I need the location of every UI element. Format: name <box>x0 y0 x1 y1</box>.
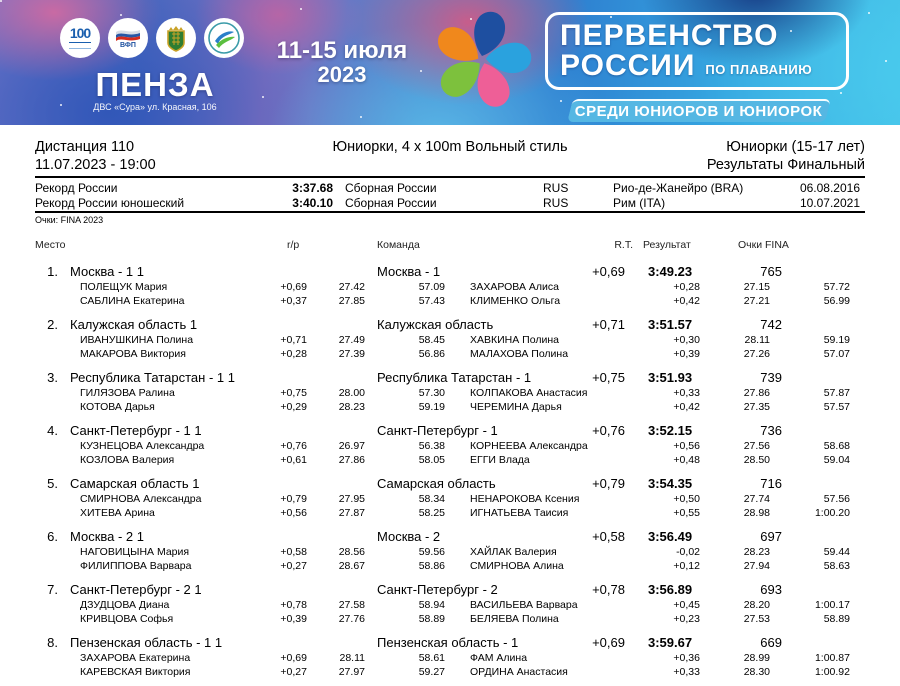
swimmer-reaction-time: +0,42 <box>673 294 700 307</box>
swimmers-line-1 <box>0 440 900 454</box>
final-time: 3:54.35 <box>648 476 693 491</box>
team-summary-line <box>0 370 900 387</box>
fina-points: 693 <box>760 582 782 597</box>
place-number: 7. <box>47 582 58 597</box>
team-result-row <box>0 421 900 474</box>
fina-points: 697 <box>760 529 782 544</box>
event-dates-block <box>272 38 412 86</box>
team-result-row <box>0 315 900 368</box>
swimmers-line-1 <box>0 599 900 613</box>
swimmer-split-50: 27.21 <box>743 294 770 307</box>
swimmer-name: ЧЕРЕМИНА Дарья <box>470 400 562 413</box>
venue-address: ДВС «Сура» ул. Красная, 106 <box>93 102 217 112</box>
record-row-national <box>0 181 900 196</box>
swimmer-reaction-time: +0,39 <box>280 612 307 625</box>
swimmer-split-50: 28.98 <box>743 506 770 519</box>
team-result-row <box>0 368 900 421</box>
swimmer-split-50: 26.97 <box>338 440 365 452</box>
team-name: Москва - 1 <box>377 264 441 279</box>
swimmer-name: ХИТЕВА Арина <box>80 506 155 519</box>
swimmer-name: ЕГГИ Влада <box>470 453 530 466</box>
swimmer-split-100: 59.44 <box>823 546 850 558</box>
coat-of-arms-shield <box>164 24 188 52</box>
swimmer-split-100: 56.99 <box>823 294 850 307</box>
swimmer-name: КОЗЛОВА Валерия <box>80 453 175 466</box>
swimmer-split-100: 57.57 <box>823 400 850 413</box>
swimmer-split-50: 27.87 <box>338 506 365 519</box>
team-result-row <box>0 527 900 580</box>
swimmer-name: КОРНЕЕВА Александра <box>470 440 588 452</box>
swimmer-split-100: 56.38 <box>418 440 445 452</box>
team-name: Москва - 2 <box>377 529 441 544</box>
fina-points: 742 <box>760 317 782 332</box>
swimmer-name: ХАВКИНА Полина <box>470 334 559 346</box>
swimmer-name: ОРДИНА Анастасия <box>470 665 568 678</box>
region-sport-school-icon <box>204 18 244 58</box>
swimmer-split-50: 28.11 <box>339 652 365 664</box>
swimmer-split-50: 27.97 <box>338 665 365 678</box>
swimmer-reaction-time: +0,36 <box>673 652 700 664</box>
swimmer-split-50: 27.15 <box>743 281 770 293</box>
swimmer-split-100: 59.04 <box>823 453 850 466</box>
swimmer-name: БЕЛЯЕВА Полина <box>470 612 559 625</box>
swimmers-line-1 <box>0 334 900 348</box>
place-number: 3. <box>47 370 58 385</box>
col-header-fina-points: Очки FINA <box>738 239 789 251</box>
swimmer-reaction-time: +0,78 <box>280 599 307 611</box>
swimmer-reaction-time: +0,42 <box>673 400 700 413</box>
swimmer-split-100: 58.63 <box>823 559 850 572</box>
swimmer-split-50: 27.49 <box>338 334 365 346</box>
final-time: 3:51.57 <box>648 317 693 332</box>
swimmer-name: ХАЙЛАК Валерия <box>470 546 557 558</box>
sparkle-decoration <box>0 0 2 2</box>
fina-points: 669 <box>760 635 782 650</box>
record-row-junior <box>0 196 900 211</box>
team-result-row <box>0 262 900 315</box>
final-time: 3:59.67 <box>648 635 693 650</box>
record-nation: RUS <box>543 196 569 210</box>
record-date: 06.08.2016 <box>799 181 860 195</box>
swimmer-reaction-time: +0,37 <box>280 294 307 307</box>
swimmer-name: НАГОВИЦЫНА Мария <box>80 546 190 558</box>
swimmer-split-50: 27.95 <box>338 493 365 505</box>
penza-coat-of-arms-icon <box>156 18 196 58</box>
team-summary-line <box>0 582 900 599</box>
team-result-row <box>0 633 900 686</box>
divider-line <box>35 211 865 213</box>
swimmer-split-100: 58.25 <box>418 506 445 519</box>
swimmer-name: КЛИМЕНКО Ольга <box>470 294 561 307</box>
host-city-block <box>70 66 240 112</box>
race-title: Юниорки, 4 x 100m Вольный стиль <box>332 139 568 155</box>
swimmer-split-100: 56.86 <box>418 347 445 360</box>
col-header-reaction: r/p <box>287 239 300 251</box>
logo-100-label: 100 <box>69 25 91 41</box>
divider-line <box>35 176 865 178</box>
ministry-sport-100-icon <box>60 18 100 58</box>
swimmer-split-100: 57.87 <box>823 387 850 399</box>
swimmer-name: КОЛПАКОВА Анастасия <box>470 387 588 399</box>
swimmer-split-50: 28.23 <box>743 546 770 558</box>
record-time: 3:40.10 <box>292 196 333 210</box>
swimmer-split-50: 27.58 <box>338 599 365 611</box>
swimmer-name: ФИЛИППОВА Варвара <box>80 559 192 572</box>
swimmer-split-100: 59.19 <box>418 400 445 413</box>
swimmer-split-50: 27.39 <box>338 347 365 360</box>
swimmer-reaction-time: +0,58 <box>280 546 307 558</box>
place-number: 4. <box>47 423 58 438</box>
place-number: 5. <box>47 476 58 491</box>
swimmer-reaction-time: +0,69 <box>280 652 307 664</box>
swimmer-reaction-time: +0,75 <box>280 387 307 399</box>
col-header-result: Результат <box>643 239 691 251</box>
swimmer-name: НЕНАРОКОВА Ксения <box>470 493 580 505</box>
fina-points: 716 <box>760 476 782 491</box>
swimmer-name: ИВАНУШКИНА Полина <box>80 334 194 346</box>
swimmer-split-100: 58.45 <box>418 334 445 346</box>
team-reaction-time: +0,75 <box>592 370 625 385</box>
swimmer-split-50: 27.86 <box>743 387 770 399</box>
swimmer-name: ГИЛЯЗОВА Ралина <box>80 387 175 399</box>
swimmer-split-50: 27.76 <box>338 612 365 625</box>
swimmer-split-100: 58.89 <box>823 612 850 625</box>
swimmer-split-100: 58.86 <box>418 559 445 572</box>
results-rows <box>0 262 900 686</box>
col-header-place: Место <box>35 239 66 251</box>
subtitle-ribbon <box>567 99 831 122</box>
swimmer-reaction-time: +0,56 <box>280 506 307 519</box>
fina-points: 765 <box>760 264 782 279</box>
swoosh-emblem <box>207 21 241 55</box>
final-time: 3:52.15 <box>648 423 693 438</box>
swimmer-name: ЗАХАРОВА Екатерина <box>80 652 191 664</box>
stage-label: Результаты Финальный <box>706 157 865 173</box>
swimmer-name: КРИВЦОВА Софья <box>80 612 174 625</box>
team-name-entry: Самарская область 1 <box>70 476 200 491</box>
swimmer-reaction-time: +0,28 <box>673 281 700 293</box>
swimmer-split-50: 27.26 <box>743 347 770 360</box>
event-year: 2023 <box>317 62 367 87</box>
swimmer-split-100: 58.05 <box>418 453 445 466</box>
swimmer-reaction-time: +0,23 <box>673 612 700 625</box>
swimmer-reaction-time: +0,27 <box>280 559 307 572</box>
team-name-entry: Пензенская область - 1 1 <box>70 635 223 650</box>
final-time: 3:56.89 <box>648 582 693 597</box>
russian-flag-wave-icon <box>115 28 141 41</box>
title-line2: РОССИИ <box>560 49 696 82</box>
team-reaction-time: +0,71 <box>592 317 625 332</box>
swimmer-split-100: 1:00.87 <box>814 652 850 664</box>
record-nation: RUS <box>543 181 569 195</box>
swimmer-name: КАРЕВСКАЯ Виктория <box>80 665 191 678</box>
swimmer-name: ДЗУДЦОВА Диана <box>80 599 170 611</box>
swimmer-name: КУЗНЕЦОВА Александра <box>80 440 205 452</box>
swimmer-reaction-time: +0,61 <box>280 453 307 466</box>
swimmers-line-2 <box>0 454 900 468</box>
swimmer-reaction-time: +0,79 <box>280 493 307 505</box>
place-number: 1. <box>47 264 58 279</box>
team-name-entry: Санкт-Петербург - 1 1 <box>70 423 202 438</box>
swimmers-line-1 <box>0 652 900 666</box>
water-drops-flower-icon <box>426 4 538 116</box>
record-holder: Сборная России <box>345 181 437 195</box>
final-time: 3:56.49 <box>648 529 693 544</box>
swimmer-split-50: 28.20 <box>743 599 770 611</box>
swimmer-split-100: 57.09 <box>418 281 445 293</box>
swimmer-split-100: 59.27 <box>418 665 445 678</box>
swimmers-line-1 <box>0 281 900 295</box>
record-label: Рекорд России юношеский <box>35 196 185 210</box>
swimmer-split-50: 27.35 <box>743 400 770 413</box>
swimmer-reaction-time: +0,33 <box>673 387 700 399</box>
distance-label: Дистанция 110 <box>35 139 135 155</box>
place-number: 6. <box>47 529 58 544</box>
swimmers-line-2 <box>0 560 900 574</box>
title-line1: ПЕРВЕНСТВО <box>560 19 779 52</box>
team-reaction-time: +0,69 <box>592 264 625 279</box>
swimmer-name: ПОЛЕЩУК Мария <box>80 281 168 293</box>
final-time: 3:49.23 <box>648 264 693 279</box>
team-summary-line <box>0 423 900 440</box>
logo-vfp-label: ВФП <box>120 41 136 49</box>
swimmer-reaction-time: +0,76 <box>280 440 307 452</box>
scoring-system-note: Очки: FINA 2023 <box>35 215 104 225</box>
swimmer-reaction-time: +0,45 <box>673 599 700 611</box>
championship-title-box <box>545 12 849 90</box>
event-dates: 11-15 июля <box>276 37 408 64</box>
swimmers-line-1 <box>0 387 900 401</box>
swimmer-split-50: 28.00 <box>338 387 365 399</box>
team-name: Пензенская область - 1 <box>377 635 519 650</box>
swimmer-reaction-time: +0,12 <box>673 559 700 572</box>
swimmers-line-1 <box>0 546 900 560</box>
swimmer-split-100: 1:00.20 <box>814 506 850 519</box>
final-time: 3:51.93 <box>648 370 693 385</box>
swimmer-split-100: 1:00.92 <box>814 665 850 678</box>
swimmer-reaction-time: +0,29 <box>280 400 307 413</box>
swimmer-reaction-time: +0,56 <box>673 440 700 452</box>
logo-caption-lines <box>69 42 91 49</box>
team-summary-line <box>0 529 900 546</box>
swimmer-name: ВАСИЛЬЕВА Варвара <box>470 599 578 611</box>
team-reaction-time: +0,78 <box>592 582 625 597</box>
event-info-right <box>435 138 865 174</box>
swimmer-split-50: 27.94 <box>743 559 770 572</box>
record-holder: Сборная России <box>345 196 437 210</box>
event-banner <box>0 0 900 125</box>
team-name: Санкт-Петербург - 1 <box>377 423 498 438</box>
team-name: Калужская область <box>377 317 494 332</box>
swimmer-reaction-time: +0,30 <box>673 334 700 346</box>
swimmer-split-50: 28.99 <box>743 652 770 664</box>
team-summary-line <box>0 317 900 334</box>
team-name-entry: Санкт-Петербург - 2 1 <box>70 582 202 597</box>
swimmer-split-100: 1:00.17 <box>814 599 850 611</box>
swimmer-split-100: 57.72 <box>823 281 850 293</box>
title-suffix: ПО ПЛАВАНИЮ <box>705 62 813 77</box>
swimmer-reaction-time: +0,50 <box>673 493 700 505</box>
swimmer-split-50: 27.53 <box>743 612 770 625</box>
swimmer-reaction-time: +0,39 <box>673 347 700 360</box>
swimmer-split-50: 28.11 <box>744 334 770 346</box>
team-reaction-time: +0,79 <box>592 476 625 491</box>
swimmers-line-2 <box>0 507 900 521</box>
swimmer-name: МАЛАХОВА Полина <box>470 347 569 360</box>
swimmer-split-50: 28.23 <box>338 400 365 413</box>
team-reaction-time: +0,69 <box>592 635 625 650</box>
record-label: Рекорд России <box>35 181 118 195</box>
record-time: 3:37.68 <box>292 181 333 195</box>
record-location: Рио-де-Жанейро (BRA) <box>613 181 744 195</box>
swimmer-split-100: 58.89 <box>418 612 445 625</box>
team-result-row <box>0 580 900 633</box>
swimmer-reaction-time: +0,48 <box>673 453 700 466</box>
swimmer-reaction-time: +0,33 <box>673 665 700 678</box>
age-group: Юниорки (15-17 лет) <box>726 139 865 155</box>
record-location: Рим (ITA) <box>613 196 666 210</box>
host-city-name: ПЕНЗА <box>95 66 215 103</box>
team-name-entry: Республика Татарстан - 1 1 <box>70 370 235 385</box>
swimmer-name: МАКАРОВА Виктория <box>80 347 186 360</box>
swimmer-split-50: 27.56 <box>743 440 770 452</box>
swimmer-reaction-time: -0,02 <box>676 546 700 558</box>
swimmer-name: ФАМ Алина <box>470 652 528 664</box>
swimmer-split-100: 57.30 <box>418 387 445 399</box>
swimmer-split-100: 57.56 <box>823 493 850 505</box>
swimmer-reaction-time: +0,55 <box>673 506 700 519</box>
place-number: 8. <box>47 635 58 650</box>
swimmer-split-50: 28.30 <box>743 665 770 678</box>
swimmer-reaction-time: +0,69 <box>280 281 307 293</box>
fina-points: 739 <box>760 370 782 385</box>
team-name-entry: Калужская область 1 <box>70 317 198 332</box>
swimmer-reaction-time: +0,28 <box>280 347 307 360</box>
swimmer-split-100: 59.56 <box>418 546 445 558</box>
swimmer-name: ЗАХАРОВА Алиса <box>470 281 559 293</box>
swimmer-split-50: 27.86 <box>338 453 365 466</box>
fina-points: 736 <box>760 423 782 438</box>
swimmers-line-1 <box>0 493 900 507</box>
swimmer-split-50: 28.50 <box>743 453 770 466</box>
table-header-row <box>0 239 900 253</box>
swimmers-line-2 <box>0 295 900 309</box>
swimmer-split-50: 28.67 <box>338 559 365 572</box>
swimmers-line-2 <box>0 348 900 362</box>
swimmers-line-2 <box>0 401 900 415</box>
swimmer-reaction-time: +0,71 <box>280 334 307 346</box>
record-date: 10.07.2021 <box>799 196 860 210</box>
team-reaction-time: +0,58 <box>592 529 625 544</box>
swimmer-reaction-time: +0,27 <box>280 665 307 678</box>
event-datetime: 11.07.2023 - 19:00 <box>35 157 156 173</box>
swimmer-split-100: 58.68 <box>823 440 850 452</box>
team-result-row <box>0 474 900 527</box>
team-reaction-time: +0,76 <box>592 423 625 438</box>
place-number: 2. <box>47 317 58 332</box>
swimmer-split-50: 27.74 <box>743 493 770 505</box>
swimmer-split-100: 58.34 <box>418 493 445 505</box>
swimmer-split-50: 28.56 <box>338 546 365 558</box>
team-name-entry: Москва - 1 1 <box>70 264 145 279</box>
swimmer-split-100: 59.19 <box>823 334 850 346</box>
swimmer-split-100: 57.43 <box>418 294 445 307</box>
team-summary-line <box>0 635 900 652</box>
swimmers-line-2 <box>0 613 900 627</box>
col-header-rt: R.T. <box>614 239 633 251</box>
swimmer-split-100: 58.61 <box>418 652 445 664</box>
swimmer-name: КОТОВА Дарья <box>80 400 155 413</box>
team-summary-line <box>0 476 900 493</box>
team-name-entry: Москва - 2 1 <box>70 529 145 544</box>
swimmer-split-50: 27.85 <box>338 294 365 307</box>
swimmer-split-100: 58.94 <box>418 599 445 611</box>
team-name: Самарская область <box>377 476 496 491</box>
subtitle-text: СРЕДИ ЮНИОРОВ И ЮНИОРОК <box>574 103 823 120</box>
swimmer-split-50: 27.42 <box>338 281 365 293</box>
swimming-federation-icon <box>108 18 148 58</box>
swimmer-name: ИГНАТЬЕВА Таисия <box>470 506 569 519</box>
col-header-team: Команда <box>377 239 420 251</box>
swimmer-split-100: 57.07 <box>823 347 850 360</box>
team-name: Санкт-Петербург - 2 <box>377 582 498 597</box>
swimmer-name: САБЛИНА Екатерина <box>80 294 185 307</box>
swimmer-name: СМИРНОВА Александра <box>80 493 202 505</box>
swimmer-name: СМИРНОВА Алина <box>470 559 564 572</box>
team-summary-line <box>0 264 900 281</box>
team-name: Республика Татарстан - 1 <box>377 370 532 385</box>
